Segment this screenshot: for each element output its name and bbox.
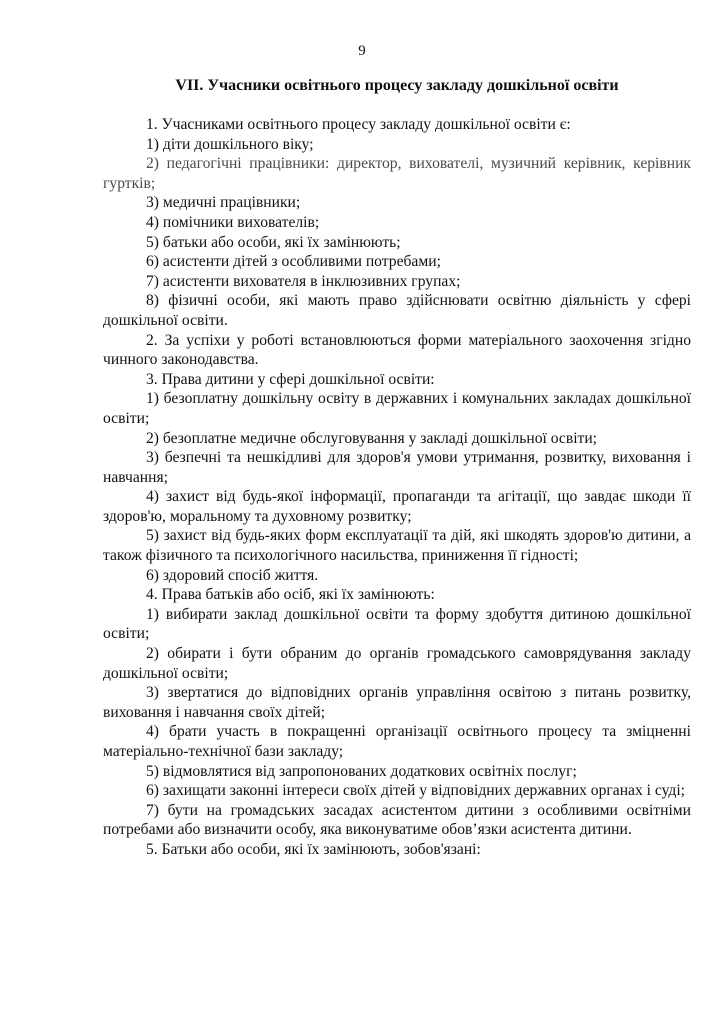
- paragraph: 3. Права дитини у сфері дошкільної освіти:: [146, 370, 435, 388]
- list-item: 6) здоровий спосіб життя.: [146, 566, 319, 584]
- list-item: 1) діти дошкільного віку;: [146, 135, 314, 153]
- paragraph: 1. Учасниками освітнього процесу закладу дошкільної освіти є:: [146, 116, 571, 133]
- list-item: 2) педагогічні працівники: директор, вихователі, музичний керівник, керівник гуртків;: [103, 155, 691, 192]
- list-item: 5) батьки або особи, які їх замінюють;: [146, 233, 401, 251]
- section-title: VII. Учасники освітнього процесу закладу дошкільної освіти: [175, 77, 619, 94]
- list-item: 1) безоплатну дошкільну освіту в державних і комунальних закладах дошкільної освіти;: [103, 390, 691, 427]
- list-item: 4) брати участь в покращенні організації освітнього процесу та зміцненні матеріально-технічної бази закладу;: [103, 723, 691, 760]
- list-item: 2) обирати і бути обраним до органів громадського самоврядування закладу дошкільної освіти;: [103, 645, 691, 682]
- document-body: [103, 115, 691, 860]
- list-item: 6) захищати законні інтереси своїх дітей у відповідних державних органах і суді;: [146, 782, 686, 800]
- list-item: 5) відмовлятися від запропонованих додаткових освітніх послуг;: [146, 762, 577, 780]
- list-item: 8) фізичні особи, які мають право здійснювати освітню діяльність у сфері дошкільної освіти.: [103, 292, 691, 329]
- list-item: 7) бути на громадських засадах асистентом дитини з особливими освітніми потребами або визначити особу, яка виконуватиме обов’язки асистента дитини.: [103, 801, 691, 839]
- list-item: 7) асистенти вихователя в інклюзивних групах;: [146, 272, 461, 290]
- page-number: 9: [358, 43, 366, 59]
- list-item: 3) безпечні та нешкідливі для здоров'я умови утримання, розвитку, виховання і навчання;: [103, 449, 691, 486]
- paragraph: 4. Права батьків або осіб, які їх замінюють:: [146, 586, 435, 604]
- list-item: 4) помічники вихователів;: [146, 213, 320, 231]
- list-item: 3) медичні працівники;: [146, 194, 301, 212]
- list-item: 5) захист від будь-яких форм експлуатації та дій, які шкодять здоров'ю дитини, а також фізичного та психологічного насильства, приниження її гідності;: [103, 527, 691, 565]
- list-item: 4) захист від будь-якої інформації, пропаганди та агітації, що завдає шкоди її здоров'ю, моральному та духовному розвитку;: [103, 488, 691, 525]
- list-item: 3) звертатися до відповідних органів управління освітою з питань розвитку, виховання і навчання своїх дітей;: [103, 684, 691, 721]
- list-item: 6) асистенти дітей з особливими потребами;: [146, 253, 441, 271]
- paragraph: 5. Батьки або особи, які їх замінюють, зобов'язані:: [146, 840, 481, 858]
- list-item: 1) вибирати заклад дошкільної освіти та форму здобуття дитиною дошкільної освіти;: [103, 605, 691, 643]
- list-item: 2) безоплатне медичне обслуговування у закладі дошкільної освіти;: [146, 429, 598, 447]
- paragraph: 2. За успіхи у роботі встановлюються форми матеріального заохочення згідно чинного законодавства.: [103, 331, 691, 369]
